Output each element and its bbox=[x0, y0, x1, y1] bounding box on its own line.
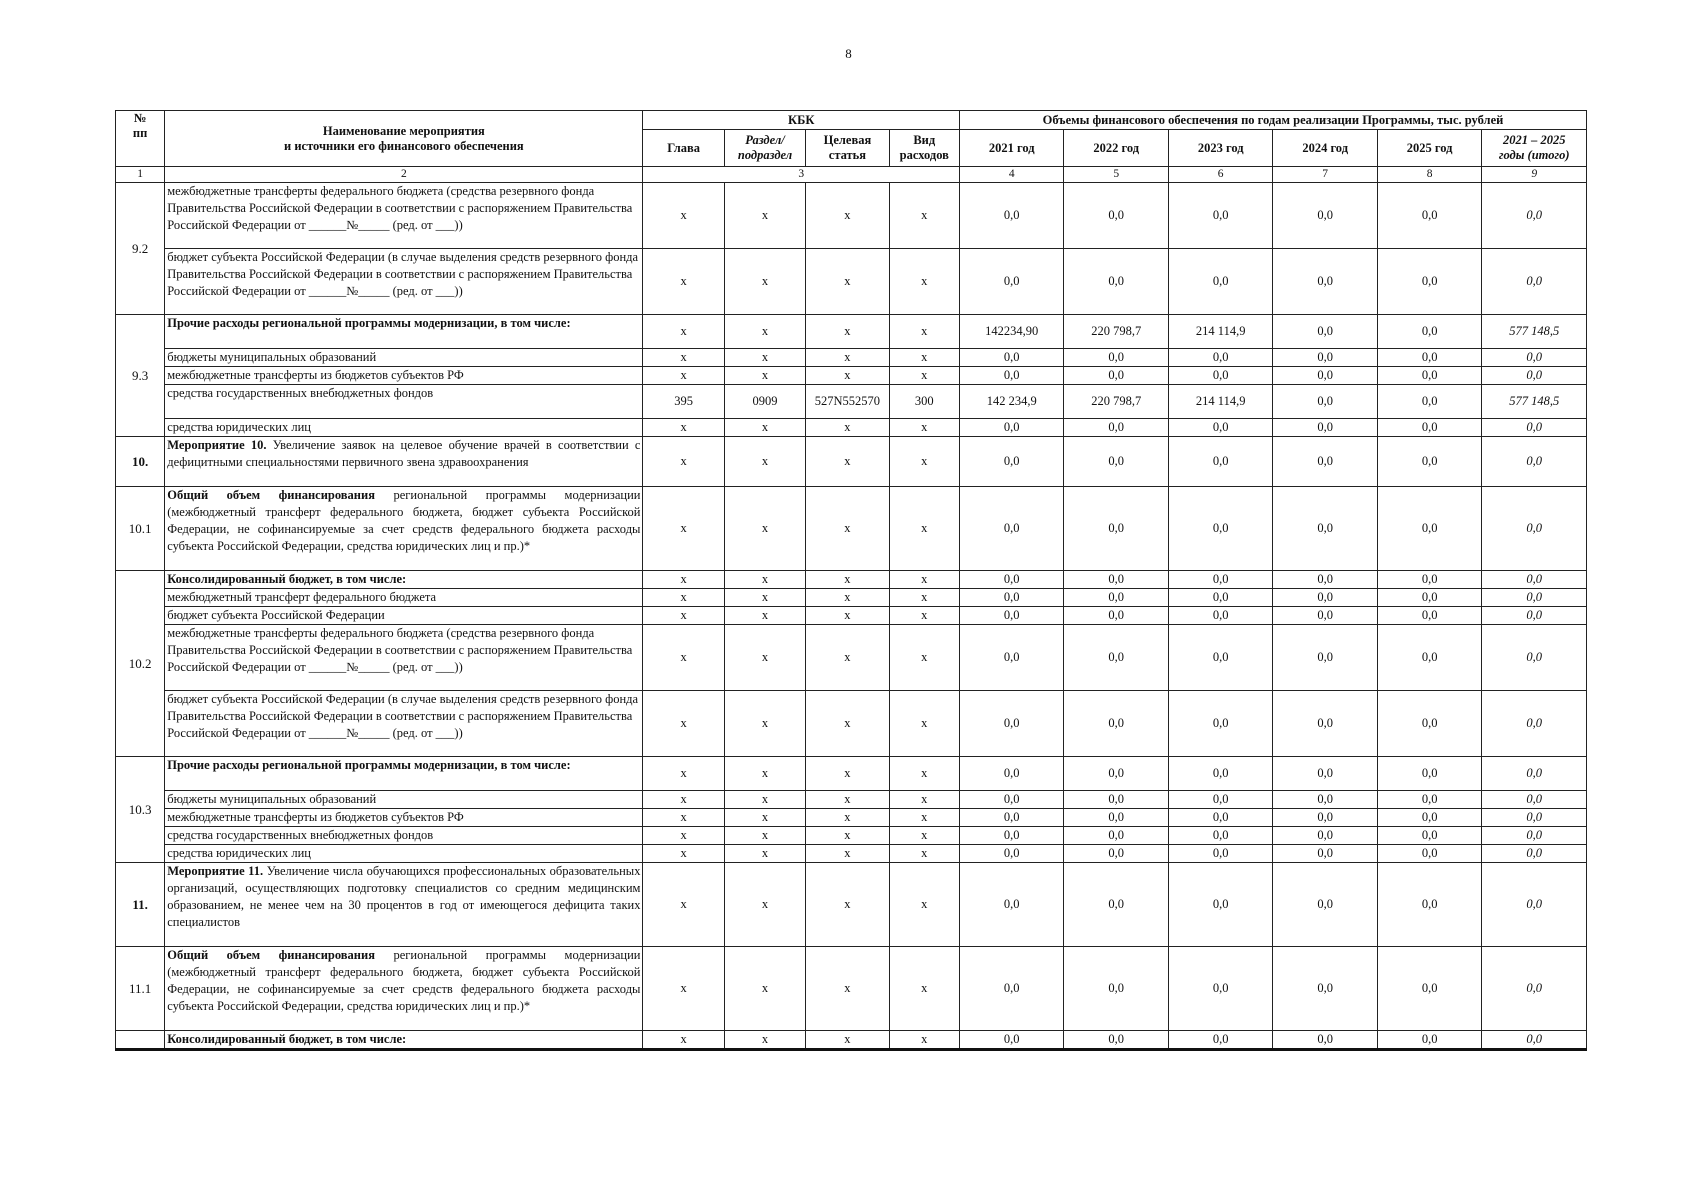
value-cell: 0,0 bbox=[1064, 589, 1168, 607]
value-cell: 0,0 bbox=[1482, 249, 1587, 315]
value-cell: 0,0 bbox=[1273, 691, 1377, 757]
row-name: межбюджетные трансферты из бюджетов субъектов РФ bbox=[165, 809, 643, 827]
value-cell: 0,0 bbox=[1064, 863, 1168, 947]
table-row bbox=[116, 349, 1587, 367]
kbk-cell: x bbox=[643, 947, 724, 1031]
header-col-number: 7 bbox=[1273, 167, 1377, 183]
value-cell: 0,0 bbox=[1168, 947, 1272, 1031]
value-cell: 0,0 bbox=[1273, 385, 1377, 419]
row-number: 10.3 bbox=[116, 757, 165, 863]
kbk-cell: x bbox=[643, 1031, 724, 1050]
kbk-cell: x bbox=[806, 863, 889, 947]
value-cell: 0,0 bbox=[1168, 757, 1272, 791]
kbk-cell: x bbox=[724, 827, 805, 845]
kbk-cell: x bbox=[643, 845, 724, 863]
value-cell: 0,0 bbox=[1064, 691, 1168, 757]
value-cell: 0,0 bbox=[1273, 349, 1377, 367]
kbk-cell: x bbox=[889, 571, 959, 589]
value-cell: 0,0 bbox=[1482, 607, 1587, 625]
kbk-cell: x bbox=[643, 571, 724, 589]
kbk-cell: x bbox=[724, 419, 805, 437]
kbk-cell: x bbox=[806, 349, 889, 367]
value-cell: 0,0 bbox=[1482, 691, 1587, 757]
value-cell: 0,0 bbox=[1064, 349, 1168, 367]
row-number: 10.1 bbox=[116, 487, 165, 571]
kbk-cell: x bbox=[889, 349, 959, 367]
kbk-cell: x bbox=[806, 249, 889, 315]
value-cell: 0,0 bbox=[1064, 249, 1168, 315]
table-row bbox=[116, 757, 1587, 791]
value-cell: 0,0 bbox=[1482, 827, 1587, 845]
value-cell: 0,0 bbox=[1377, 249, 1481, 315]
value-cell: 0,0 bbox=[1377, 827, 1481, 845]
kbk-cell: x bbox=[643, 367, 724, 385]
table-row bbox=[116, 571, 1587, 589]
kbk-cell: x bbox=[724, 571, 805, 589]
value-cell: 0,0 bbox=[1273, 625, 1377, 691]
value-cell: 0,0 bbox=[1168, 1031, 1272, 1050]
kbk-cell: x bbox=[889, 315, 959, 349]
value-cell: 0,0 bbox=[959, 757, 1063, 791]
value-cell: 0,0 bbox=[1168, 437, 1272, 487]
value-cell: 0,0 bbox=[1064, 757, 1168, 791]
header-year-col: 2024 год bbox=[1273, 130, 1377, 167]
header-col-number: 1 bbox=[116, 167, 165, 183]
kbk-cell: x bbox=[889, 863, 959, 947]
value-cell: 0,0 bbox=[1273, 419, 1377, 437]
value-cell: 0,0 bbox=[1064, 1031, 1168, 1050]
value-cell: 0,0 bbox=[1064, 367, 1168, 385]
kbk-cell: x bbox=[806, 487, 889, 571]
kbk-cell: x bbox=[643, 625, 724, 691]
kbk-cell: x bbox=[889, 607, 959, 625]
kbk-cell: x bbox=[806, 691, 889, 757]
header-col-number: 9 bbox=[1482, 167, 1587, 183]
value-cell: 0,0 bbox=[1377, 947, 1481, 1031]
value-cell: 0,0 bbox=[1168, 419, 1272, 437]
kbk-cell: x bbox=[806, 367, 889, 385]
value-cell: 0,0 bbox=[1482, 1031, 1587, 1050]
value-cell: 0,0 bbox=[959, 589, 1063, 607]
kbk-cell: x bbox=[643, 315, 724, 349]
header-year-col: 2021 год bbox=[959, 130, 1063, 167]
header-kbk-col: Глава bbox=[643, 130, 724, 167]
value-cell: 0,0 bbox=[1377, 791, 1481, 809]
value-cell: 0,0 bbox=[1168, 571, 1272, 589]
value-cell: 0,0 bbox=[1273, 1031, 1377, 1050]
header-year-col: 2021 – 2025 годы (итого) bbox=[1482, 130, 1587, 167]
table-row bbox=[116, 607, 1587, 625]
value-cell: 0,0 bbox=[959, 367, 1063, 385]
table-row bbox=[116, 1031, 1587, 1050]
row-number: 10.2 bbox=[116, 571, 165, 757]
value-cell: 0,0 bbox=[1064, 809, 1168, 827]
value-cell: 0,0 bbox=[1482, 625, 1587, 691]
kbk-cell: x bbox=[889, 1031, 959, 1050]
kbk-cell: x bbox=[806, 589, 889, 607]
value-cell: 0,0 bbox=[1273, 947, 1377, 1031]
kbk-cell: x bbox=[806, 419, 889, 437]
row-name: Прочие расходы региональной программы модернизации, в том числе: bbox=[165, 315, 643, 349]
table-row bbox=[116, 315, 1587, 349]
row-number: 10. bbox=[116, 437, 165, 487]
header-year-col: 2023 год bbox=[1168, 130, 1272, 167]
row-name: Прочие расходы региональной программы модернизации, в том числе: bbox=[165, 757, 643, 791]
value-cell: 0,0 bbox=[959, 791, 1063, 809]
kbk-cell: x bbox=[724, 845, 805, 863]
table-row bbox=[116, 589, 1587, 607]
value-cell: 0,0 bbox=[959, 809, 1063, 827]
value-cell: 0,0 bbox=[1064, 845, 1168, 863]
value-cell: 0,0 bbox=[1273, 589, 1377, 607]
value-cell: 0,0 bbox=[1168, 625, 1272, 691]
kbk-cell: 300 bbox=[889, 385, 959, 419]
value-cell: 0,0 bbox=[1482, 791, 1587, 809]
kbk-cell: x bbox=[724, 367, 805, 385]
kbk-cell: x bbox=[724, 349, 805, 367]
value-cell: 220 798,7 bbox=[1064, 315, 1168, 349]
table-row bbox=[116, 845, 1587, 863]
value-cell: 0,0 bbox=[1273, 809, 1377, 827]
value-cell: 0,0 bbox=[1273, 437, 1377, 487]
table-row bbox=[116, 947, 1587, 1031]
kbk-cell: x bbox=[889, 827, 959, 845]
header-kbk: КБК bbox=[643, 111, 960, 130]
kbk-cell: x bbox=[643, 249, 724, 315]
value-cell: 0,0 bbox=[1377, 691, 1481, 757]
value-cell: 0,0 bbox=[1273, 315, 1377, 349]
kbk-cell: x bbox=[724, 691, 805, 757]
kbk-cell: x bbox=[643, 809, 724, 827]
kbk-cell: x bbox=[806, 607, 889, 625]
value-cell: 0,0 bbox=[1064, 791, 1168, 809]
value-cell: 0,0 bbox=[1168, 183, 1272, 249]
kbk-cell: x bbox=[806, 183, 889, 249]
row-name: межбюджетный трансферт федерального бюджета bbox=[165, 589, 643, 607]
table-row bbox=[116, 437, 1587, 487]
header-num: № пп bbox=[116, 111, 165, 167]
kbk-cell: x bbox=[889, 845, 959, 863]
kbk-cell: x bbox=[643, 589, 724, 607]
kbk-cell: x bbox=[806, 947, 889, 1031]
value-cell: 0,0 bbox=[959, 845, 1063, 863]
value-cell: 0,0 bbox=[1273, 183, 1377, 249]
kbk-cell: x bbox=[806, 1031, 889, 1050]
value-cell: 0,0 bbox=[959, 487, 1063, 571]
row-name: Консолидированный бюджет, в том числе: bbox=[165, 571, 643, 589]
table-row bbox=[116, 183, 1587, 249]
row-name: Мероприятие 11. Увеличение числа обучающихся профессиональных образовательных организаций, осуществляющих подготовку специалистов со средним медицинским образованием, не менее чем на 30 процентов в год от имеющегося дефицита таких специалистов bbox=[165, 863, 643, 947]
value-cell: 0,0 bbox=[1377, 607, 1481, 625]
kbk-cell: x bbox=[643, 791, 724, 809]
value-cell: 0,0 bbox=[959, 349, 1063, 367]
table-row bbox=[116, 691, 1587, 757]
row-name: средства государственных внебюджетных фондов bbox=[165, 385, 643, 419]
value-cell: 0,0 bbox=[1168, 367, 1272, 385]
header-col-number: 2 bbox=[165, 167, 643, 183]
header-col-number: 4 bbox=[959, 167, 1063, 183]
value-cell: 0,0 bbox=[1168, 809, 1272, 827]
value-cell: 0,0 bbox=[959, 437, 1063, 487]
kbk-cell: x bbox=[724, 487, 805, 571]
page-number: 8 bbox=[845, 46, 852, 61]
value-cell: 0,0 bbox=[1377, 367, 1481, 385]
value-cell: 0,0 bbox=[1377, 385, 1481, 419]
kbk-cell: x bbox=[724, 947, 805, 1031]
kbk-cell: x bbox=[889, 691, 959, 757]
row-name: Мероприятие 10. Увеличение заявок на целевое обучение врачей в соответствии с дефицитными специальностями первичного звена здравоохранения bbox=[165, 437, 643, 487]
table-row bbox=[116, 419, 1587, 437]
value-cell: 0,0 bbox=[1377, 809, 1481, 827]
value-cell: 142 234,9 bbox=[959, 385, 1063, 419]
value-cell: 0,0 bbox=[1064, 571, 1168, 589]
value-cell: 0,0 bbox=[959, 625, 1063, 691]
row-name: межбюджетные трансферты федерального бюджета (средства резервного фонда Правительства Российской Федерации в соответствии с распоряжением Правительства Российской Федерации от ______№_____ (ред. от ___)) bbox=[165, 183, 643, 249]
kbk-cell: 0909 bbox=[724, 385, 805, 419]
value-cell: 0,0 bbox=[1482, 367, 1587, 385]
kbk-cell: x bbox=[806, 791, 889, 809]
kbk-cell: x bbox=[643, 863, 724, 947]
value-cell: 0,0 bbox=[1168, 827, 1272, 845]
kbk-cell: x bbox=[889, 791, 959, 809]
value-cell: 0,0 bbox=[1482, 757, 1587, 791]
value-cell: 0,0 bbox=[1377, 487, 1481, 571]
value-cell: 220 798,7 bbox=[1064, 385, 1168, 419]
kbk-cell: x bbox=[643, 349, 724, 367]
header-name: Наименование мероприятия и источники его финансового обеспечения bbox=[165, 111, 643, 167]
value-cell: 0,0 bbox=[1273, 845, 1377, 863]
row-name: Общий объем финансирования региональной программы модернизации (межбюджетный трансферт федерального бюджета, бюджет субъекта Российской Федерации, не софинансируемые за счет средств федерального бюджета расходы субъекта Российской Федерации, средства юридических лиц и пр.)* bbox=[165, 487, 643, 571]
value-cell: 0,0 bbox=[1377, 863, 1481, 947]
value-cell: 0,0 bbox=[1377, 589, 1481, 607]
value-cell: 0,0 bbox=[959, 827, 1063, 845]
row-name: бюджет субъекта Российской Федерации bbox=[165, 607, 643, 625]
kbk-cell: x bbox=[724, 315, 805, 349]
kbk-cell: x bbox=[724, 863, 805, 947]
value-cell: 0,0 bbox=[1273, 571, 1377, 589]
value-cell: 0,0 bbox=[1377, 625, 1481, 691]
value-cell: 0,0 bbox=[1273, 367, 1377, 385]
kbk-cell: x bbox=[724, 183, 805, 249]
kbk-cell: x bbox=[806, 625, 889, 691]
value-cell: 0,0 bbox=[1482, 571, 1587, 589]
row-name: бюджет субъекта Российской Федерации (в случае выделения средств резервного фонда Правительства Российской Федерации в соответствии с распоряжением Правительства Российской Федерации от ______№_____ (ред. от ___)) bbox=[165, 691, 643, 757]
value-cell: 0,0 bbox=[1168, 349, 1272, 367]
value-cell: 0,0 bbox=[1482, 437, 1587, 487]
table-row bbox=[116, 487, 1587, 571]
row-number: 9.3 bbox=[116, 315, 165, 437]
table-row bbox=[116, 385, 1587, 419]
row-name: средства юридических лиц bbox=[165, 419, 643, 437]
row-number bbox=[116, 1031, 165, 1050]
value-cell: 0,0 bbox=[1064, 487, 1168, 571]
value-cell: 0,0 bbox=[1377, 183, 1481, 249]
header-col-number: 3 bbox=[643, 167, 960, 183]
value-cell: 0,0 bbox=[1377, 315, 1481, 349]
kbk-cell: x bbox=[806, 757, 889, 791]
kbk-cell: x bbox=[724, 625, 805, 691]
row-name: Общий объем финансирования региональной программы модернизации (межбюджетный трансферт федерального бюджета, бюджет субъекта Российской Федерации, не софинансируемые за счет средств федерального бюджета расходы субъекта Российской Федерации, средства юридических лиц и пр.)* bbox=[165, 947, 643, 1031]
header-year-col: 2022 год bbox=[1064, 130, 1168, 167]
value-cell: 0,0 bbox=[1168, 863, 1272, 947]
kbk-cell: x bbox=[724, 607, 805, 625]
financing-table bbox=[115, 110, 1587, 1051]
value-cell: 0,0 bbox=[959, 947, 1063, 1031]
kbk-cell: x bbox=[643, 607, 724, 625]
value-cell: 0,0 bbox=[1273, 487, 1377, 571]
value-cell: 0,0 bbox=[1377, 419, 1481, 437]
header-col-number: 8 bbox=[1377, 167, 1481, 183]
value-cell: 0,0 bbox=[1273, 791, 1377, 809]
value-cell: 0,0 bbox=[1168, 845, 1272, 863]
table-row bbox=[116, 863, 1587, 947]
kbk-cell: x bbox=[806, 809, 889, 827]
value-cell: 0,0 bbox=[1377, 757, 1481, 791]
row-name: межбюджетные трансферты из бюджетов субъектов РФ bbox=[165, 367, 643, 385]
row-number: 11.1 bbox=[116, 947, 165, 1031]
header-kbk-col: Вид расходов bbox=[889, 130, 959, 167]
value-cell: 0,0 bbox=[1377, 349, 1481, 367]
value-cell: 0,0 bbox=[1482, 487, 1587, 571]
value-cell: 0,0 bbox=[1482, 419, 1587, 437]
table-row bbox=[116, 791, 1587, 809]
value-cell: 0,0 bbox=[1168, 249, 1272, 315]
value-cell: 0,0 bbox=[1168, 607, 1272, 625]
kbk-cell: x bbox=[889, 625, 959, 691]
table-row bbox=[116, 827, 1587, 845]
value-cell: 214 114,9 bbox=[1168, 315, 1272, 349]
kbk-cell: x bbox=[806, 827, 889, 845]
row-number: 11. bbox=[116, 863, 165, 947]
table-row bbox=[116, 809, 1587, 827]
row-number: 9.2 bbox=[116, 183, 165, 315]
kbk-cell: x bbox=[889, 757, 959, 791]
row-name: средства юридических лиц bbox=[165, 845, 643, 863]
kbk-cell: x bbox=[724, 437, 805, 487]
row-name: бюджеты муниципальных образований bbox=[165, 349, 643, 367]
value-cell: 0,0 bbox=[959, 419, 1063, 437]
value-cell: 0,0 bbox=[1168, 487, 1272, 571]
row-name: межбюджетные трансферты федерального бюджета (средства резервного фонда Правительства Российской Федерации в соответствии с распоряжением Правительства Российской Федерации от ______№_____ (ред. от ___)) bbox=[165, 625, 643, 691]
value-cell: 0,0 bbox=[1482, 183, 1587, 249]
kbk-cell: x bbox=[724, 791, 805, 809]
kbk-cell: 395 bbox=[643, 385, 724, 419]
value-cell: 0,0 bbox=[959, 863, 1063, 947]
kbk-cell: x bbox=[724, 1031, 805, 1050]
value-cell: 0,0 bbox=[1168, 791, 1272, 809]
value-cell: 0,0 bbox=[1482, 809, 1587, 827]
value-cell: 0,0 bbox=[1377, 571, 1481, 589]
table-row bbox=[116, 249, 1587, 315]
value-cell: 0,0 bbox=[1377, 437, 1481, 487]
row-name: средства государственных внебюджетных фондов bbox=[165, 827, 643, 845]
value-cell: 0,0 bbox=[1377, 1031, 1481, 1050]
kbk-cell: x bbox=[889, 487, 959, 571]
kbk-cell: x bbox=[724, 757, 805, 791]
row-name: бюджет субъекта Российской Федерации (в случае выделения средств резервного фонда Правительства Российской Федерации в соответствии с распоряжением Правительства Российской Федерации от ______№_____ (ред. от ___)) bbox=[165, 249, 643, 315]
value-cell: 0,0 bbox=[1377, 845, 1481, 863]
value-cell: 0,0 bbox=[1482, 349, 1587, 367]
value-cell: 0,0 bbox=[1064, 183, 1168, 249]
header-kbk-col: Целевая статья bbox=[806, 130, 889, 167]
table-body bbox=[116, 183, 1587, 1050]
kbk-cell: x bbox=[643, 487, 724, 571]
value-cell: 0,0 bbox=[1482, 845, 1587, 863]
value-cell: 0,0 bbox=[1064, 827, 1168, 845]
header-col-number: 6 bbox=[1168, 167, 1272, 183]
value-cell: 0,0 bbox=[959, 183, 1063, 249]
row-name: бюджеты муниципальных образований bbox=[165, 791, 643, 809]
value-cell: 0,0 bbox=[1482, 947, 1587, 1031]
kbk-cell: x bbox=[889, 419, 959, 437]
value-cell: 0,0 bbox=[1273, 863, 1377, 947]
value-cell: 0,0 bbox=[1064, 625, 1168, 691]
value-cell: 0,0 bbox=[1273, 607, 1377, 625]
value-cell: 0,0 bbox=[1064, 607, 1168, 625]
kbk-cell: x bbox=[806, 845, 889, 863]
header-col-number: 5 bbox=[1064, 167, 1168, 183]
kbk-cell: x bbox=[889, 183, 959, 249]
header-kbk-col: Раздел/ подраздел bbox=[724, 130, 805, 167]
kbk-cell: x bbox=[889, 437, 959, 487]
kbk-cell: x bbox=[889, 809, 959, 827]
value-cell: 0,0 bbox=[1064, 437, 1168, 487]
value-cell: 0,0 bbox=[959, 1031, 1063, 1050]
value-cell: 0,0 bbox=[959, 249, 1063, 315]
value-cell: 0,0 bbox=[1273, 249, 1377, 315]
kbk-cell: 527N552570 bbox=[806, 385, 889, 419]
kbk-cell: x bbox=[724, 809, 805, 827]
value-cell: 0,0 bbox=[1168, 589, 1272, 607]
value-cell: 0,0 bbox=[959, 691, 1063, 757]
value-cell: 577 148,5 bbox=[1482, 315, 1587, 349]
kbk-cell: x bbox=[643, 827, 724, 845]
row-name: Консолидированный бюджет, в том числе: bbox=[165, 1031, 643, 1050]
kbk-cell: x bbox=[643, 183, 724, 249]
table-row bbox=[116, 625, 1587, 691]
kbk-cell: x bbox=[889, 589, 959, 607]
value-cell: 0,0 bbox=[959, 607, 1063, 625]
value-cell: 0,0 bbox=[1273, 827, 1377, 845]
value-cell: 0,0 bbox=[1273, 757, 1377, 791]
header-volumes: Объемы финансового обеспечения по годам реализации Программы, тыс. рублей bbox=[959, 111, 1586, 130]
kbk-cell: x bbox=[724, 589, 805, 607]
kbk-cell: x bbox=[643, 757, 724, 791]
kbk-cell: x bbox=[806, 315, 889, 349]
value-cell: 0,0 bbox=[1064, 419, 1168, 437]
kbk-cell: x bbox=[889, 249, 959, 315]
value-cell: 0,0 bbox=[1482, 863, 1587, 947]
table-row bbox=[116, 367, 1587, 385]
kbk-cell: x bbox=[806, 437, 889, 487]
header-year-col: 2025 год bbox=[1377, 130, 1481, 167]
kbk-cell: x bbox=[643, 437, 724, 487]
kbk-cell: x bbox=[643, 419, 724, 437]
value-cell: 0,0 bbox=[1482, 589, 1587, 607]
value-cell: 142234,90 bbox=[959, 315, 1063, 349]
value-cell: 0,0 bbox=[1064, 947, 1168, 1031]
value-cell: 0,0 bbox=[959, 571, 1063, 589]
kbk-cell: x bbox=[889, 947, 959, 1031]
kbk-cell: x bbox=[806, 571, 889, 589]
kbk-cell: x bbox=[889, 367, 959, 385]
value-cell: 0,0 bbox=[1168, 691, 1272, 757]
kbk-cell: x bbox=[643, 691, 724, 757]
value-cell: 577 148,5 bbox=[1482, 385, 1587, 419]
kbk-cell: x bbox=[724, 249, 805, 315]
value-cell: 214 114,9 bbox=[1168, 385, 1272, 419]
